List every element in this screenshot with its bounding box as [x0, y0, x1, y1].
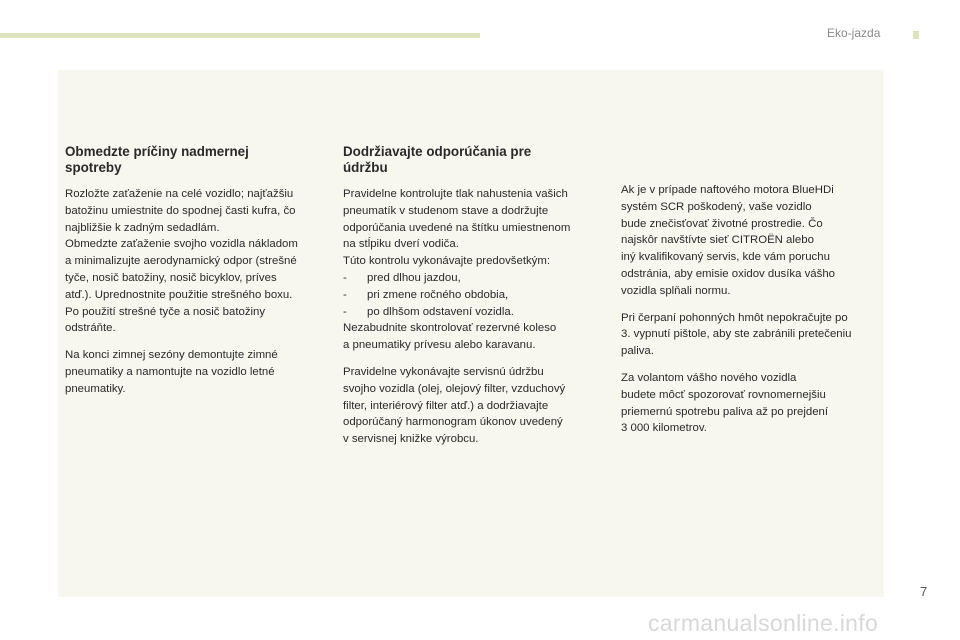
watermark: carmanualsonline.info — [648, 610, 879, 636]
paragraph-refuelling: Pri čerpaní pohonných hmôt nepokračujte po 3. vypnutí pištole, aby ste zabránili pretečeniu paliva. — [621, 311, 852, 358]
list-item: - pred dlhou jazdou, — [343, 271, 461, 284]
heading-maintenance: Dodržiavajte odporúčania pre údržbu — [343, 144, 532, 175]
column-emissions-fuel — [621, 182, 883, 447]
list-item: - pri zmene ročného obdobia, — [343, 288, 509, 301]
list-item: - po dlhšom odstavení vozidla. — [343, 305, 514, 318]
paragraph-load-distribution: Rozložte zaťaženie na celé vozidlo; najťažšiu batožinu umiestnite do spodnej časti kufra, čo najbližšie k zadným sedadlám. Obmedzte zaťaženie svojho vozidla nákladom a minimalizujte aerodynamický odpor (strešné tyče, nosič batožiny, nosič bicyklov, príves atď.). Uprednostnite použitie strešného boxu. Po použití strešné tyče a nosič batožiny odstráňte. — [65, 188, 298, 335]
paragraph-scr-system: Ak je v prípade naftového motora BlueHDi systém SCR poškodený, vaše vozidlo bude znečisťovať životné prostredie. Čo najskôr navštívte sieť CITROËN alebo iný kvalifikovaný servis, kde vám poruchu odstránia, aby emisie oxidov dusíka vášho vozidla splňali normu. — [621, 184, 836, 297]
paragraph-servicing: Pravidelne vykonávajte servisnú údržbu svojho vozidla (olej, olejový filter, vzduchový filter, interiérový filter atď.) a dodržiavajte odporúčaný harmonogram úkonov uvedený v servisnej knižke výrobcu. — [343, 365, 566, 446]
top-accent-bar — [0, 33, 480, 38]
paragraph-winter-tyres: Na konci zimnej sezóny demontujte zimné pneumatiky a namontujte na vozidlo letné pneumatiky. — [65, 349, 278, 395]
section-title: Eko-jazda — [827, 26, 881, 40]
heading-limit-consumption: Obmedzte príčiny nadmernej spotreby — [65, 144, 249, 175]
page-number: 7 — [920, 584, 928, 599]
paragraph-new-vehicle: Za volantom vášho nového vozidla budete môcť spozorovať rovnomernejšiu priemernú spotrebu paliva až po prejdení 3 000 kilometrov. — [621, 371, 829, 435]
paragraph-tyre-pressure: Pravidelne kontrolujte tlak nahustenia vašich pneumatík v studenom stave a dodržujte odporúčania uvedené na štítku umiestnenom na stĺpiku dverí vodiča. Túto kontrolu vykonávajte predovšetkým: - pred dlhou jazdou, - pri zmene ročného obdobia, - po dlhšom odstavení vozidla. Nezabudnite skontrolovať rezervné koleso a pneumatiky prívesu alebo karavanu. — [343, 186, 605, 354]
column-limit-consumption — [65, 144, 327, 408]
corner-marker — [913, 31, 919, 39]
column-maintenance — [343, 144, 605, 458]
